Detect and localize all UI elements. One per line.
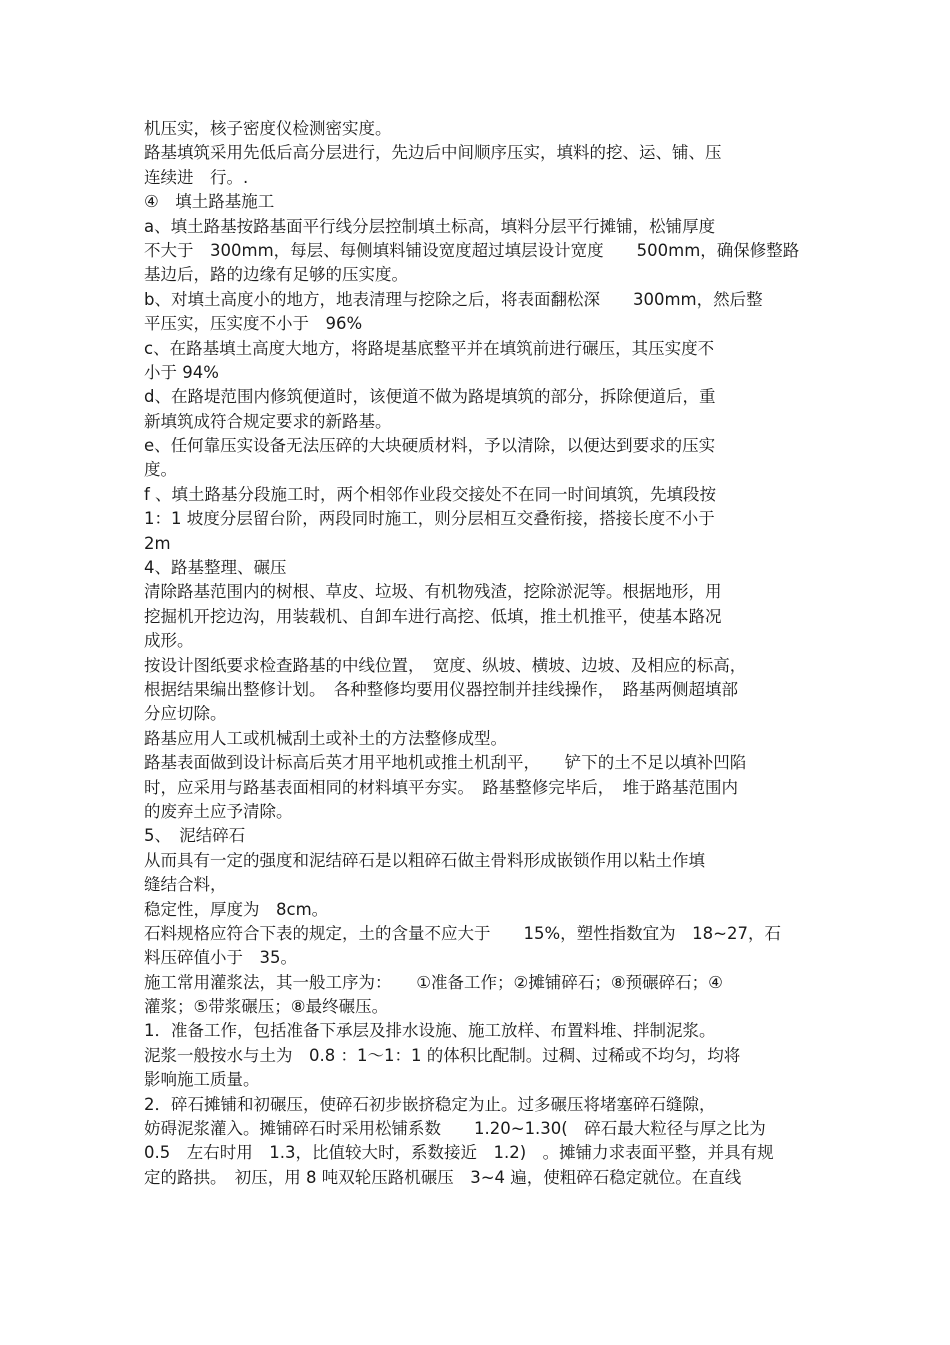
text-line: 按设计图纸要求检查路基的中线位置， 宽度、纵坡、横坡、边坡、及相应的标高， [144, 655, 747, 675]
text-line: 影响施工质量。 [144, 1070, 260, 1090]
text-line: 4、路基整理、碾压 [144, 558, 287, 578]
text-line: 新填筑成符合规定要求的新路基。 [144, 411, 392, 431]
text-line: c、在路基填土高度大地方，将路堤基底整平并在填筑前进行碾压，其压实度不 [144, 338, 715, 358]
text-line: 泥浆一般按水与土为 0.8 ：1～1：1 的体积比配制。过稠、过稀或不均匀，均将 [144, 1045, 741, 1065]
text-line: 稳定性，厚度为 8cm。 [144, 899, 329, 919]
text-line: 路基应用人工或机械刮土或补土的方法整修成型。 [144, 728, 507, 748]
text-line: 1：1 坡度分层留台阶，两段同时施工，则分层相互交叠衔接，搭接长度不小于 [144, 509, 715, 529]
text-line: 路基填筑采用先低后高分层进行，先边后中间顺序压实，填料的挖、运、铺、压 [144, 143, 722, 163]
text-line: 施工常用灌浆法，其一般工序为： ①准备工作；②摊铺碎石；⑧预碾碎石；④ [144, 972, 723, 992]
text-line: 的废弃土应予清除。 [144, 801, 293, 821]
text-line: 分应切除。 [144, 704, 227, 724]
text-line: 2．碎石摊铺和初碾压，使碎石初步嵌挤稳定为止。过多碾压将堵塞碎石缝隙， [144, 1094, 716, 1114]
text-line: ④ 填土路基施工 [144, 192, 275, 212]
text-line: e、任何靠压实设备无法压碎的大块硬质材料，予以清除，以便达到要求的压实 [144, 436, 716, 456]
text-line: 路基表面做到设计标高后英才用平地机或推土机刮平， 铲下的土不足以填补凹陷 [144, 753, 747, 773]
text-line: 基边后，路的边缘有足够的压实度。 [144, 265, 408, 285]
text-line: 料压碎值小于 35。 [144, 948, 297, 968]
text-line: 成形。 [144, 631, 194, 651]
text-line: 挖掘机开挖边沟，用装载机、自卸车进行高挖、低填，推土机推平，使基本路况 [144, 606, 722, 626]
text-line: b、对填土高度小的地方，地表清理与挖除之后，将表面翻松深 300mm，然后整 [144, 289, 763, 309]
text-line: 1．准备工作，包括准备下承层及排水设施、施工放样、布置料堆、拌制泥浆。 [144, 1021, 716, 1041]
text-line: 2m [144, 533, 171, 553]
document-body [144, 117, 804, 1190]
text-line: 清除路基范围内的树根、草皮、垃圾、有机物残渣，挖除淤泥等。根据地形，用 [144, 582, 722, 602]
text-line: 时，应采用与路基表面相同的材料填平夯实。 路基整修完毕后， 堆于路基范围内 [144, 777, 738, 797]
text-line: 机压实，核子密度仪检测密实度。 [144, 119, 392, 138]
text-line: d、在路堤范围内修筑便道时，该便道不做为路堤填筑的部分，拆除便道后，重 [144, 387, 716, 407]
text-line: 不大于 300mm，每层、每侧填料铺设宽度超过填层设计宽度 500mm，确保修整路 [144, 240, 800, 260]
text-line: a、填土路基按路基面平行线分层控制填土标高，填料分层平行摊铺，松铺厚度 [144, 216, 716, 236]
text-line: 石料规格应符合下表的规定，土的含量不应大于 15%，塑性指数宜为 18~27，石 [144, 923, 781, 943]
text-line: 连续进 行。. [144, 167, 249, 187]
text-line: 度。 [144, 460, 177, 480]
text-line: 5、 泥结碎石 [144, 826, 246, 846]
text-line: 根据结果编出整修计划。 各种整修均要用仪器控制并挂线操作， 路基两侧超填部 [144, 679, 738, 699]
text-line: 小于 94% [144, 362, 219, 382]
text-line: 从而具有一定的强度和泥结碎石是以粗碎石做主骨料形成嵌锁作用以粘土作填 [144, 850, 705, 870]
text-line: 缝结合料， [144, 875, 227, 895]
text-line: 0.5 左右时用 1.3，比值较大时，系数接近 1.2) 。摊铺力求表面平整，并具有规 [144, 1143, 774, 1163]
text-line: f 、填土路基分段施工时，两个相邻作业段交接处不在同一时间填筑，先填段按 [144, 484, 717, 504]
text-line: 灌浆；⑤带浆碾压；⑧最终碾压。 [144, 997, 389, 1017]
text-line: 妨碍泥浆灌入。摊铺碎石时采用松铺系数 1.20~1.30( 碎石最大粒径与厚之比为 [144, 1119, 766, 1139]
text-line: 定的路拱。 初压，用 8 吨双轮压路机碾压 3~4 遍，使粗碎石稳定就位。在直线 [144, 1167, 742, 1187]
text-line: 平压实，压实度不小于 96% [144, 314, 363, 334]
